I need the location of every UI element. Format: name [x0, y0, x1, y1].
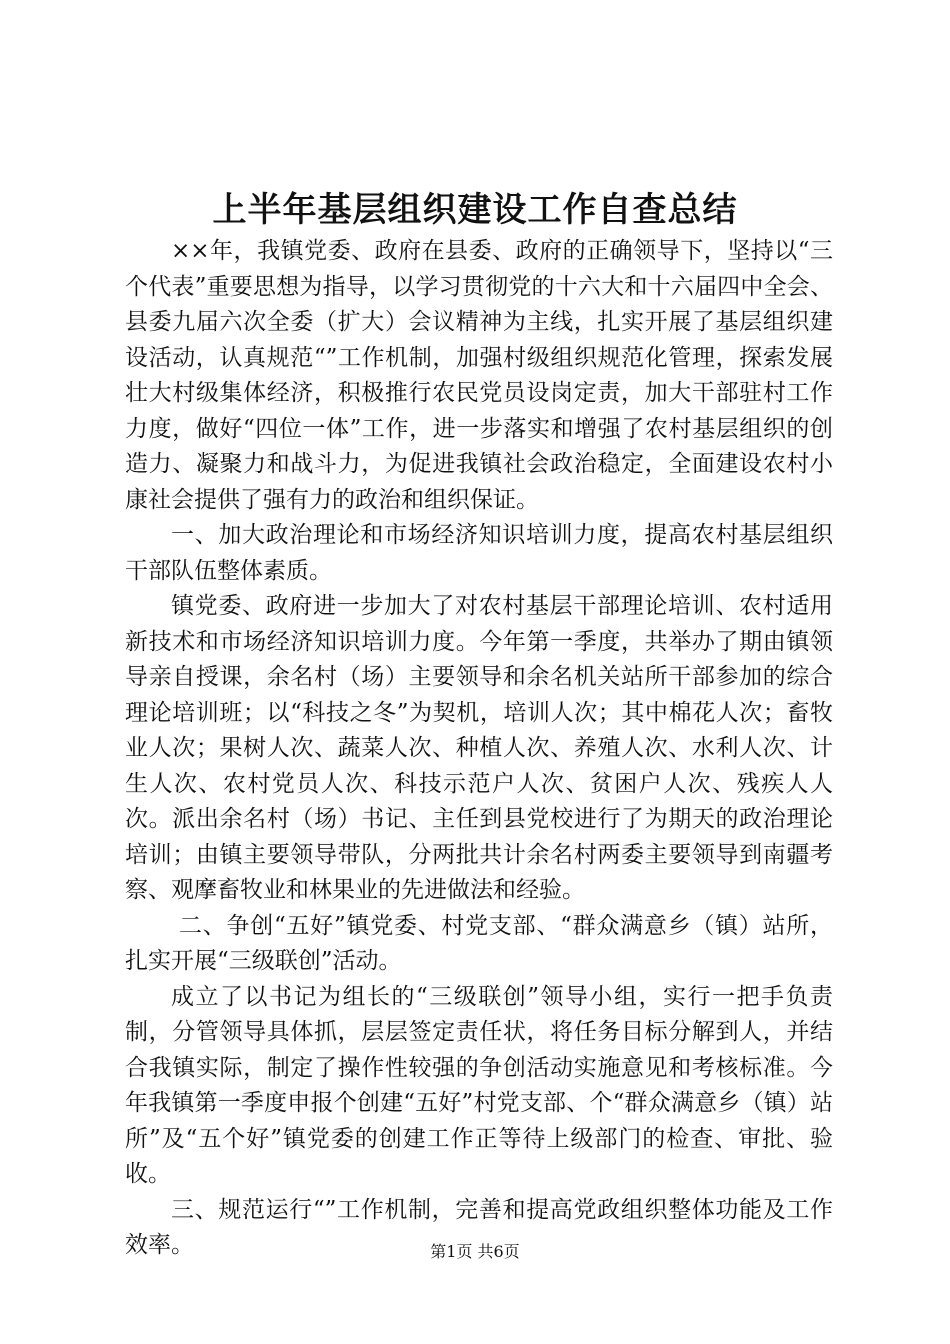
section-heading-3: 三、规范运行“”工作机制，完善和提高党政组织整体功能及工作效率。 — [125, 1196, 833, 1258]
document-body — [125, 234, 833, 1264]
section-heading-2: 二、争创“五好”镇党委、村党支部、“群众满意乡（镇）站所，扎实开展“三级联创”活动。 — [125, 912, 833, 974]
paragraph-three-level: 成立了以书记为组长的“三级联创”领导小组，实行一把手负责制，分管领导具体抓，层层签定责任状，将任务目标分解到人，并结合我镇实际，制定了操作性较强的争创活动实施意见和考核标准。今年我镇第一季度申报个创建“五好”村党支部、个“群众满意乡（镇）站所”及“五个好”镇党委的创建工作正等待上级部门的检查、审批、验收。 — [125, 983, 833, 1187]
document-title: 上半年基层组织建设工作自查总结 — [212, 190, 738, 230]
paragraph-intro: ××年，我镇党委、政府在县委、政府的正确领导下，坚持以“三个代表”重要思想为指导，以学习贯彻党的十六大和十六届四中全会、县委九届六次全委（扩大）会议精神为主线，扎实开展了基层组织建设活动，认真规范“”工作机制，加强村级组织规范化管理，探索发展壮大村级集体经济，积极推行农民党员设岗定责，加大干部驻村工作力度，做好“四位一体”工作，进一步落实和增强了农村基层组织的创造力、凝聚力和战斗力，为促进我镇社会政治稳定，全面建设农村小康社会提供了强有力的政治和组织保证。 — [125, 238, 833, 513]
page-footer: 第1页 共6页 — [430, 1242, 520, 1261]
section-heading-1: 一、加大政治理论和市场经济知识培训力度，提高农村基层组织干部队伍整体素质。 — [125, 522, 833, 584]
paragraph-training: 镇党委、政府进一步加大了对农村基层干部理论培训、农村适用新技术和市场经济知识培训力度。今年第一季度，共举办了期由镇领导亲自授课，余名村（场）主要领导和余名机关站所干部参加的综合理论培训班；以“科技之冬”为契机，培训人次；其中棉花人次；畜牧业人次；果树人次、蔬菜人次、种植人次、养殖人次、水利人次、计生人次、农村党员人次、科技示范户人次、贫困户人次、残疾人人次。派出余名村（场）书记、主任到县党校进行了为期天的政治理论培训；由镇主要领导带队，分两批共计余名村两委主要领导到南疆考察、观摩畜牧业和林果业的先进做法和经验。 — [125, 593, 833, 903]
